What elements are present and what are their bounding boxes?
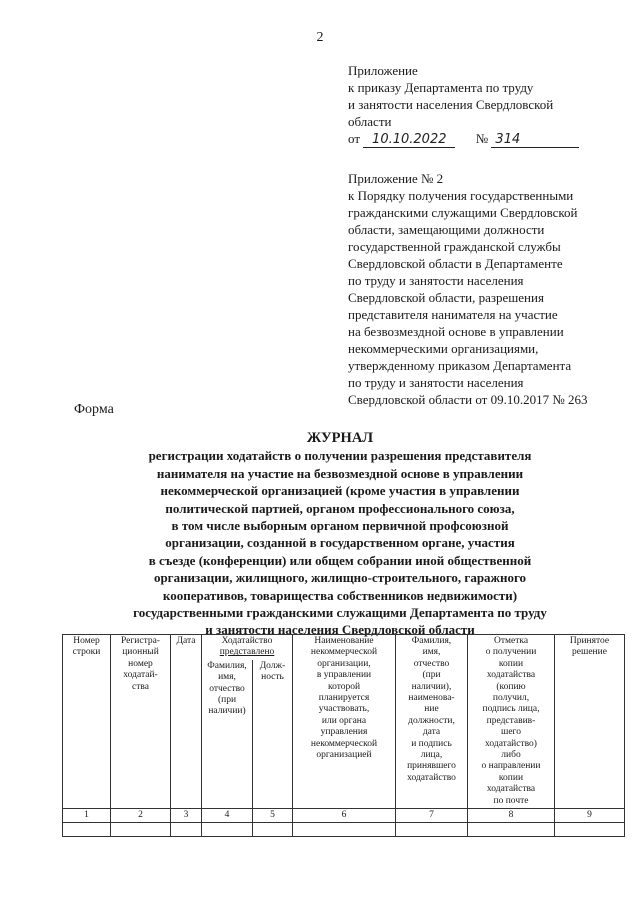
column-number: 3 bbox=[171, 809, 202, 823]
column-number: 4 bbox=[202, 809, 253, 823]
handwritten-date: 10.10.2022 bbox=[363, 133, 455, 148]
table-cell bbox=[63, 823, 111, 837]
header-organization-name: Наименование некоммерческой организации, в управлении которой планируется участвовать, или органа управления некоммерческой организацией bbox=[293, 635, 396, 809]
appendix-line: области, замещающими должности bbox=[348, 222, 545, 237]
title-line: кооперативов, товарищества собственников недвижимости) bbox=[162, 587, 518, 603]
table-header-row bbox=[63, 635, 625, 660]
header-petition-submitted: Ходатайство представлено bbox=[202, 635, 293, 660]
appendix-line: области bbox=[348, 114, 392, 129]
number-prefix: № bbox=[475, 131, 489, 146]
header-position: Долж- ность bbox=[253, 660, 293, 809]
title-line: нанимателя на участие на безвозмездной основе в управлении bbox=[156, 465, 524, 481]
header-row-number: Номер строки bbox=[63, 635, 111, 809]
table-number-row bbox=[63, 809, 625, 823]
column-number: 9 bbox=[555, 809, 625, 823]
title-line: организации, жилищного, жилищно-строительного, гаражного bbox=[153, 570, 527, 586]
header-registration-number: Регистра- ционный номер ходатай- ства bbox=[111, 635, 171, 809]
column-number: 5 bbox=[253, 809, 293, 823]
column-number: 6 bbox=[293, 809, 396, 823]
appendix-line: к приказу Департамента по труду bbox=[348, 80, 534, 95]
appendix-line: на безвозмездной основе в управлении bbox=[348, 324, 564, 339]
title-line: государственными гражданскими служащими Департамента по труду bbox=[133, 605, 547, 621]
column-number: 1 bbox=[63, 809, 111, 823]
appendix-line: к Порядку получения государственными bbox=[348, 188, 574, 203]
column-number: 2 bbox=[111, 809, 171, 823]
appendix-order-block bbox=[348, 62, 608, 148]
header-decision: Принятое решение bbox=[555, 635, 625, 809]
table-cell bbox=[202, 823, 253, 837]
appendix-line: и занятости населения Свердловской bbox=[348, 97, 554, 112]
appendix-line: Свердловской области от 09.10.2017 № 263 bbox=[348, 392, 588, 407]
appendix-line: некоммерческими организациями, bbox=[348, 341, 539, 356]
title-line: регистрации ходатайств о получении разрешения представителя bbox=[148, 448, 532, 464]
header-copy-mark: Отметка о получении копии ходатайства (копию получил, подпись лица, представив- шего ходатайство) либо о направлении копии ходатайства по почте bbox=[468, 635, 555, 809]
handwritten-number: 314 bbox=[491, 133, 579, 148]
journal-title bbox=[60, 430, 620, 639]
title-line: организации, созданной в государственном органе, участия bbox=[165, 535, 515, 551]
appendix-line: по труду и занятости населения bbox=[348, 375, 524, 390]
title-line: и занятости населения Свердловской области bbox=[205, 622, 475, 638]
table-cell bbox=[293, 823, 396, 837]
appendix-line: государственной гражданской службы bbox=[348, 239, 561, 254]
appendix-line: Свердловской области, разрешения bbox=[348, 290, 544, 305]
appendix-line: представителя нанимателя на участие bbox=[348, 307, 558, 322]
title-line: в съезде (конференции) или общем собрании иной общественной bbox=[148, 552, 532, 568]
appendix-line: Приложение bbox=[348, 63, 418, 78]
table-cell bbox=[253, 823, 293, 837]
appendix-line: Свердловской области в Департаменте bbox=[348, 256, 563, 271]
title-line: политической партией, органом профессионального союза, bbox=[165, 500, 515, 516]
table-cell bbox=[396, 823, 468, 837]
table-cell bbox=[468, 823, 555, 837]
header-full-name: Фамилия, имя, отчество (при наличии) bbox=[202, 660, 253, 809]
table-cell bbox=[171, 823, 202, 837]
journal-heading: ЖУРНАЛ bbox=[306, 430, 374, 446]
appendix-line: по труду и занятости населения bbox=[348, 273, 524, 288]
title-line: некоммерческой организацией (кроме участия в управлении bbox=[160, 483, 520, 499]
header-receiver: Фамилия, имя, отчество (при наличии), наименова- ние должности, дата и подпись лица, принявшего ходатайство bbox=[396, 635, 468, 809]
appendix-line: утвержденному приказом Департамента bbox=[348, 358, 572, 373]
journal-table bbox=[62, 634, 625, 837]
appendix-procedure-block bbox=[348, 170, 610, 408]
header-date: Дата bbox=[171, 635, 202, 809]
date-prefix: от bbox=[348, 131, 361, 146]
column-number: 7 bbox=[396, 809, 468, 823]
column-number: 8 bbox=[468, 809, 555, 823]
table-row bbox=[63, 823, 625, 837]
title-line: в том числе выборным органом первичной профсоюзной bbox=[171, 518, 509, 534]
form-label: Форма bbox=[74, 402, 114, 417]
table-cell bbox=[555, 823, 625, 837]
page-number: 2 bbox=[316, 30, 324, 45]
appendix-line: гражданскими служащими Свердловской bbox=[348, 205, 578, 220]
table-cell bbox=[111, 823, 171, 837]
appendix-date-number-line bbox=[348, 130, 608, 148]
appendix-line: Приложение № 2 bbox=[348, 171, 444, 186]
